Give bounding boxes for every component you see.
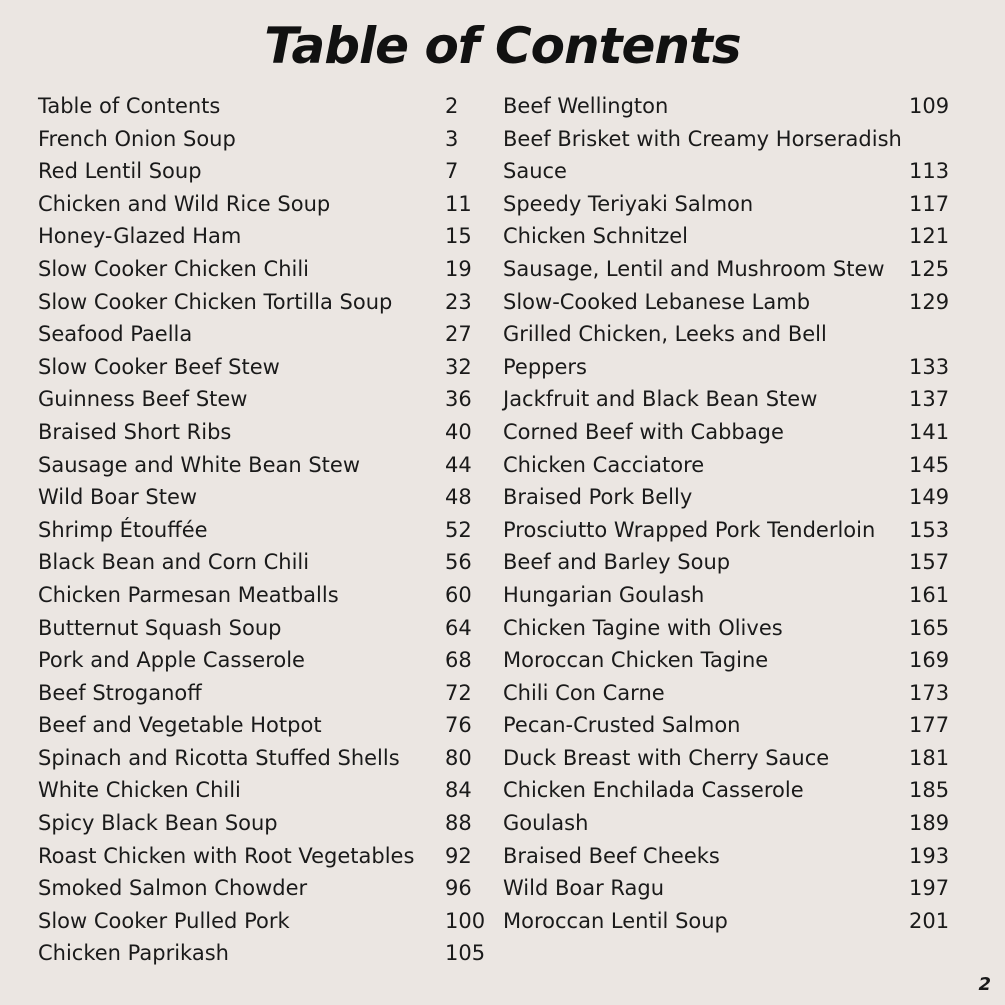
toc-entry [38,188,488,221]
toc-entry-title: Butternut Squash Soup [38,615,282,640]
toc-entry [38,155,488,188]
toc-entry-page: 125 [909,256,950,281]
toc-entry-page: 80 [445,745,472,770]
toc-entry [503,155,953,188]
toc-entry [38,905,488,938]
toc-entry-page: 84 [445,778,472,803]
toc-entry-title: Goulash [503,811,589,836]
toc-entry-title: Seafood Paella [38,322,193,347]
toc-entry [503,383,953,416]
toc-entry [503,318,953,351]
toc-entry [38,514,488,547]
toc-entry [503,90,953,123]
page-number: 2 [978,974,991,995]
toc-entry-page: 23 [445,289,472,314]
toc-entry-page: 40 [445,419,472,444]
toc-entry-title: Chili Con Carne [503,680,665,705]
toc-entry-title: Peppers [503,354,587,379]
toc-entry [38,709,488,742]
toc-entry-title: Hungarian Goulash [503,582,705,607]
toc-entry-title: Beef Brisket with Creamy Horseradish [503,126,902,151]
toc-entry [503,742,953,775]
toc-entry-page: 189 [909,811,950,836]
toc-entry-page: 145 [909,452,950,477]
toc-entry-title: Jackfruit and Black Bean Stew [503,387,818,412]
toc-entry-page: 165 [909,615,950,640]
toc-entry [503,644,953,677]
toc-entry-page: 157 [909,550,950,575]
toc-entry [38,677,488,710]
page-title: Table of Contents [264,17,741,75]
toc-entry [503,220,953,253]
toc-entry [38,612,488,645]
toc-entry-title: French Onion Soup [38,126,236,151]
toc-entry [503,677,953,710]
toc-entry [503,872,953,905]
toc-entry-page: 92 [445,843,472,868]
toc-entry [503,481,953,514]
toc-entry [503,579,953,612]
toc-entry-title: Beef and Barley Soup [503,550,731,575]
toc-entry-title: Chicken Paprikash [38,941,229,966]
toc-entry-title: Moroccan Chicken Tagine [503,648,769,673]
toc-entry-page: 48 [445,485,472,510]
toc-entry [503,416,953,449]
toc-entry [38,840,488,873]
toc-entry-title: Beef Wellington [503,94,669,118]
toc-entry [38,220,488,253]
toc-entry-title: Pecan-Crusted Salmon [503,713,741,738]
toc-entry [503,612,953,645]
toc-entry [38,774,488,807]
toc-entry-page: 197 [909,876,950,901]
toc-entry-page: 19 [445,256,472,281]
toc-entry [503,351,953,384]
toc-entry [38,286,488,319]
toc-entry-page: 161 [909,582,950,607]
toc-entry [38,351,488,384]
toc-entry-title: Guinness Beef Stew [38,387,248,412]
toc-entry [503,774,953,807]
toc-entry [38,318,488,351]
toc-entry-page: 129 [909,289,950,314]
toc-entry-page: 60 [445,582,472,607]
toc-entry-page: 11 [445,191,472,216]
toc-entry-page: 76 [445,713,472,738]
toc-entry-page: 121 [909,224,950,249]
toc-entry-title: Chicken and Wild Rice Soup [38,191,331,216]
toc-entry-title: Slow-Cooked Lebanese Lamb [503,289,811,314]
toc-entry [38,579,488,612]
toc-entry-page: 193 [909,843,950,868]
toc-entry-title: Smoked Salmon Chowder [38,876,308,901]
toc-entry-page: 113 [909,159,950,184]
toc-entry [503,807,953,840]
toc-entry-title: Pork and Apple Casserole [38,648,305,673]
toc-entry [503,709,953,742]
toc-entry-title: White Chicken Chili [38,778,241,803]
toc-entry-title: Corned Beef with Cabbage [503,419,784,444]
toc-entry-page: 141 [909,419,950,444]
toc-entry-title: Chicken Cacciatore [503,452,705,477]
toc-entry [503,449,953,482]
toc-entry-page: 32 [445,354,472,379]
toc-entry-title: Chicken Parmesan Meatballs [38,582,339,607]
toc-entry [38,937,488,970]
toc-entry [503,514,953,547]
toc-entry [38,742,488,775]
toc-entry [38,90,488,123]
toc-entry [38,872,488,905]
toc-entry-page: 109 [909,94,950,118]
toc-entry [38,644,488,677]
toc-entry [503,188,953,221]
toc-entry-title: Spicy Black Bean Soup [38,811,278,836]
toc-entry-title: Beef and Vegetable Hotpot [38,713,322,738]
toc-entry-title: Grilled Chicken, Leeks and Bell [503,322,827,347]
toc-entry-title: Red Lentil Soup [38,159,202,184]
toc-entry-title: Slow Cooker Chicken Tortilla Soup [38,289,393,314]
toc-entry-page: 52 [445,517,472,542]
toc-entry [503,840,953,873]
toc-entry [503,123,953,156]
toc-entry-title: Shrimp Étouffée [38,517,208,542]
toc-entry-title: Speedy Teriyaki Salmon [503,191,754,216]
toc-entry-page: 72 [445,680,472,705]
toc-entry-title: Sausage, Lentil and Mushroom Stew [503,256,885,281]
toc-entry-page: 177 [909,713,950,738]
toc-entry-page: 96 [445,876,472,901]
toc-entry-page: 133 [909,354,950,379]
toc-entry [38,481,488,514]
toc-entry-title: Duck Breast with Cherry Sauce [503,745,830,770]
toc-entry [503,286,953,319]
toc-entry [38,253,488,286]
toc-entry-page: 149 [909,485,950,510]
toc-right-column [503,90,953,937]
toc-entry-title: Moroccan Lentil Soup [503,908,728,933]
toc-entry-page: 169 [909,648,950,673]
toc-entry-title: Prosciutto Wrapped Pork Tenderloin [503,517,876,542]
toc-entry-title: Black Bean and Corn Chili [38,550,310,575]
toc-entry-page: 105 [445,941,486,966]
toc-entry-page: 185 [909,778,950,803]
toc-entry-title: Slow Cooker Chicken Chili [38,256,310,281]
toc-entry-title: Table of Contents [38,94,221,118]
toc-entry [38,546,488,579]
toc-entry-page: 7 [445,159,459,184]
toc-entry-page: 44 [445,452,472,477]
toc-entry [38,123,488,156]
toc-entry-page: 201 [909,908,950,933]
toc-entry-page: 173 [909,680,950,705]
toc-left-column [38,90,488,970]
toc-entry-title: Wild Boar Stew [38,485,198,510]
toc-entry-title: Spinach and Ricotta Stuffed Shells [38,745,400,770]
toc-entry [503,546,953,579]
toc-entry-title: Roast Chicken with Root Vegetables [38,843,415,868]
toc-entry-page: 137 [909,387,950,412]
toc-entry-title: Honey-Glazed Ham [38,224,242,249]
toc-entry-page: 56 [445,550,472,575]
toc-entry [503,905,953,938]
toc-entry-title: Sausage and White Bean Stew [38,452,361,477]
toc-entry [38,416,488,449]
toc-entry-page: 117 [909,191,950,216]
toc-entry-title: Sauce [503,159,567,184]
toc-entry-page: 2 [445,94,459,118]
toc-entry-page: 153 [909,517,950,542]
toc-entry-title: Slow Cooker Pulled Pork [38,908,290,933]
toc-entry [38,449,488,482]
toc-entry-title: Braised Beef Cheeks [503,843,720,868]
toc-entry-page: 15 [445,224,472,249]
toc-entry-title: Wild Boar Ragu [503,876,665,901]
toc-entry [38,807,488,840]
toc-entry-page: 100 [445,908,486,933]
toc-entry-page: 27 [445,322,472,347]
toc-entry-page: 88 [445,811,472,836]
toc-entry-page: 68 [445,648,472,673]
toc-entry-page: 36 [445,387,472,412]
toc-entry-title: Chicken Schnitzel [503,224,689,249]
toc-entry [38,383,488,416]
toc-entry-title: Braised Short Ribs [38,419,232,444]
toc-entry-title: Chicken Enchilada Casserole [503,778,804,803]
toc-entry-title: Braised Pork Belly [503,485,693,510]
toc-entry-page: 181 [909,745,950,770]
toc-entry-title: Chicken Tagine with Olives [503,615,783,640]
toc-entry-title: Beef Stroganoff [38,680,202,705]
toc-entry-title: Slow Cooker Beef Stew [38,354,280,379]
toc-entry [503,253,953,286]
toc-entry-page: 3 [445,126,459,151]
toc-entry-page: 64 [445,615,472,640]
